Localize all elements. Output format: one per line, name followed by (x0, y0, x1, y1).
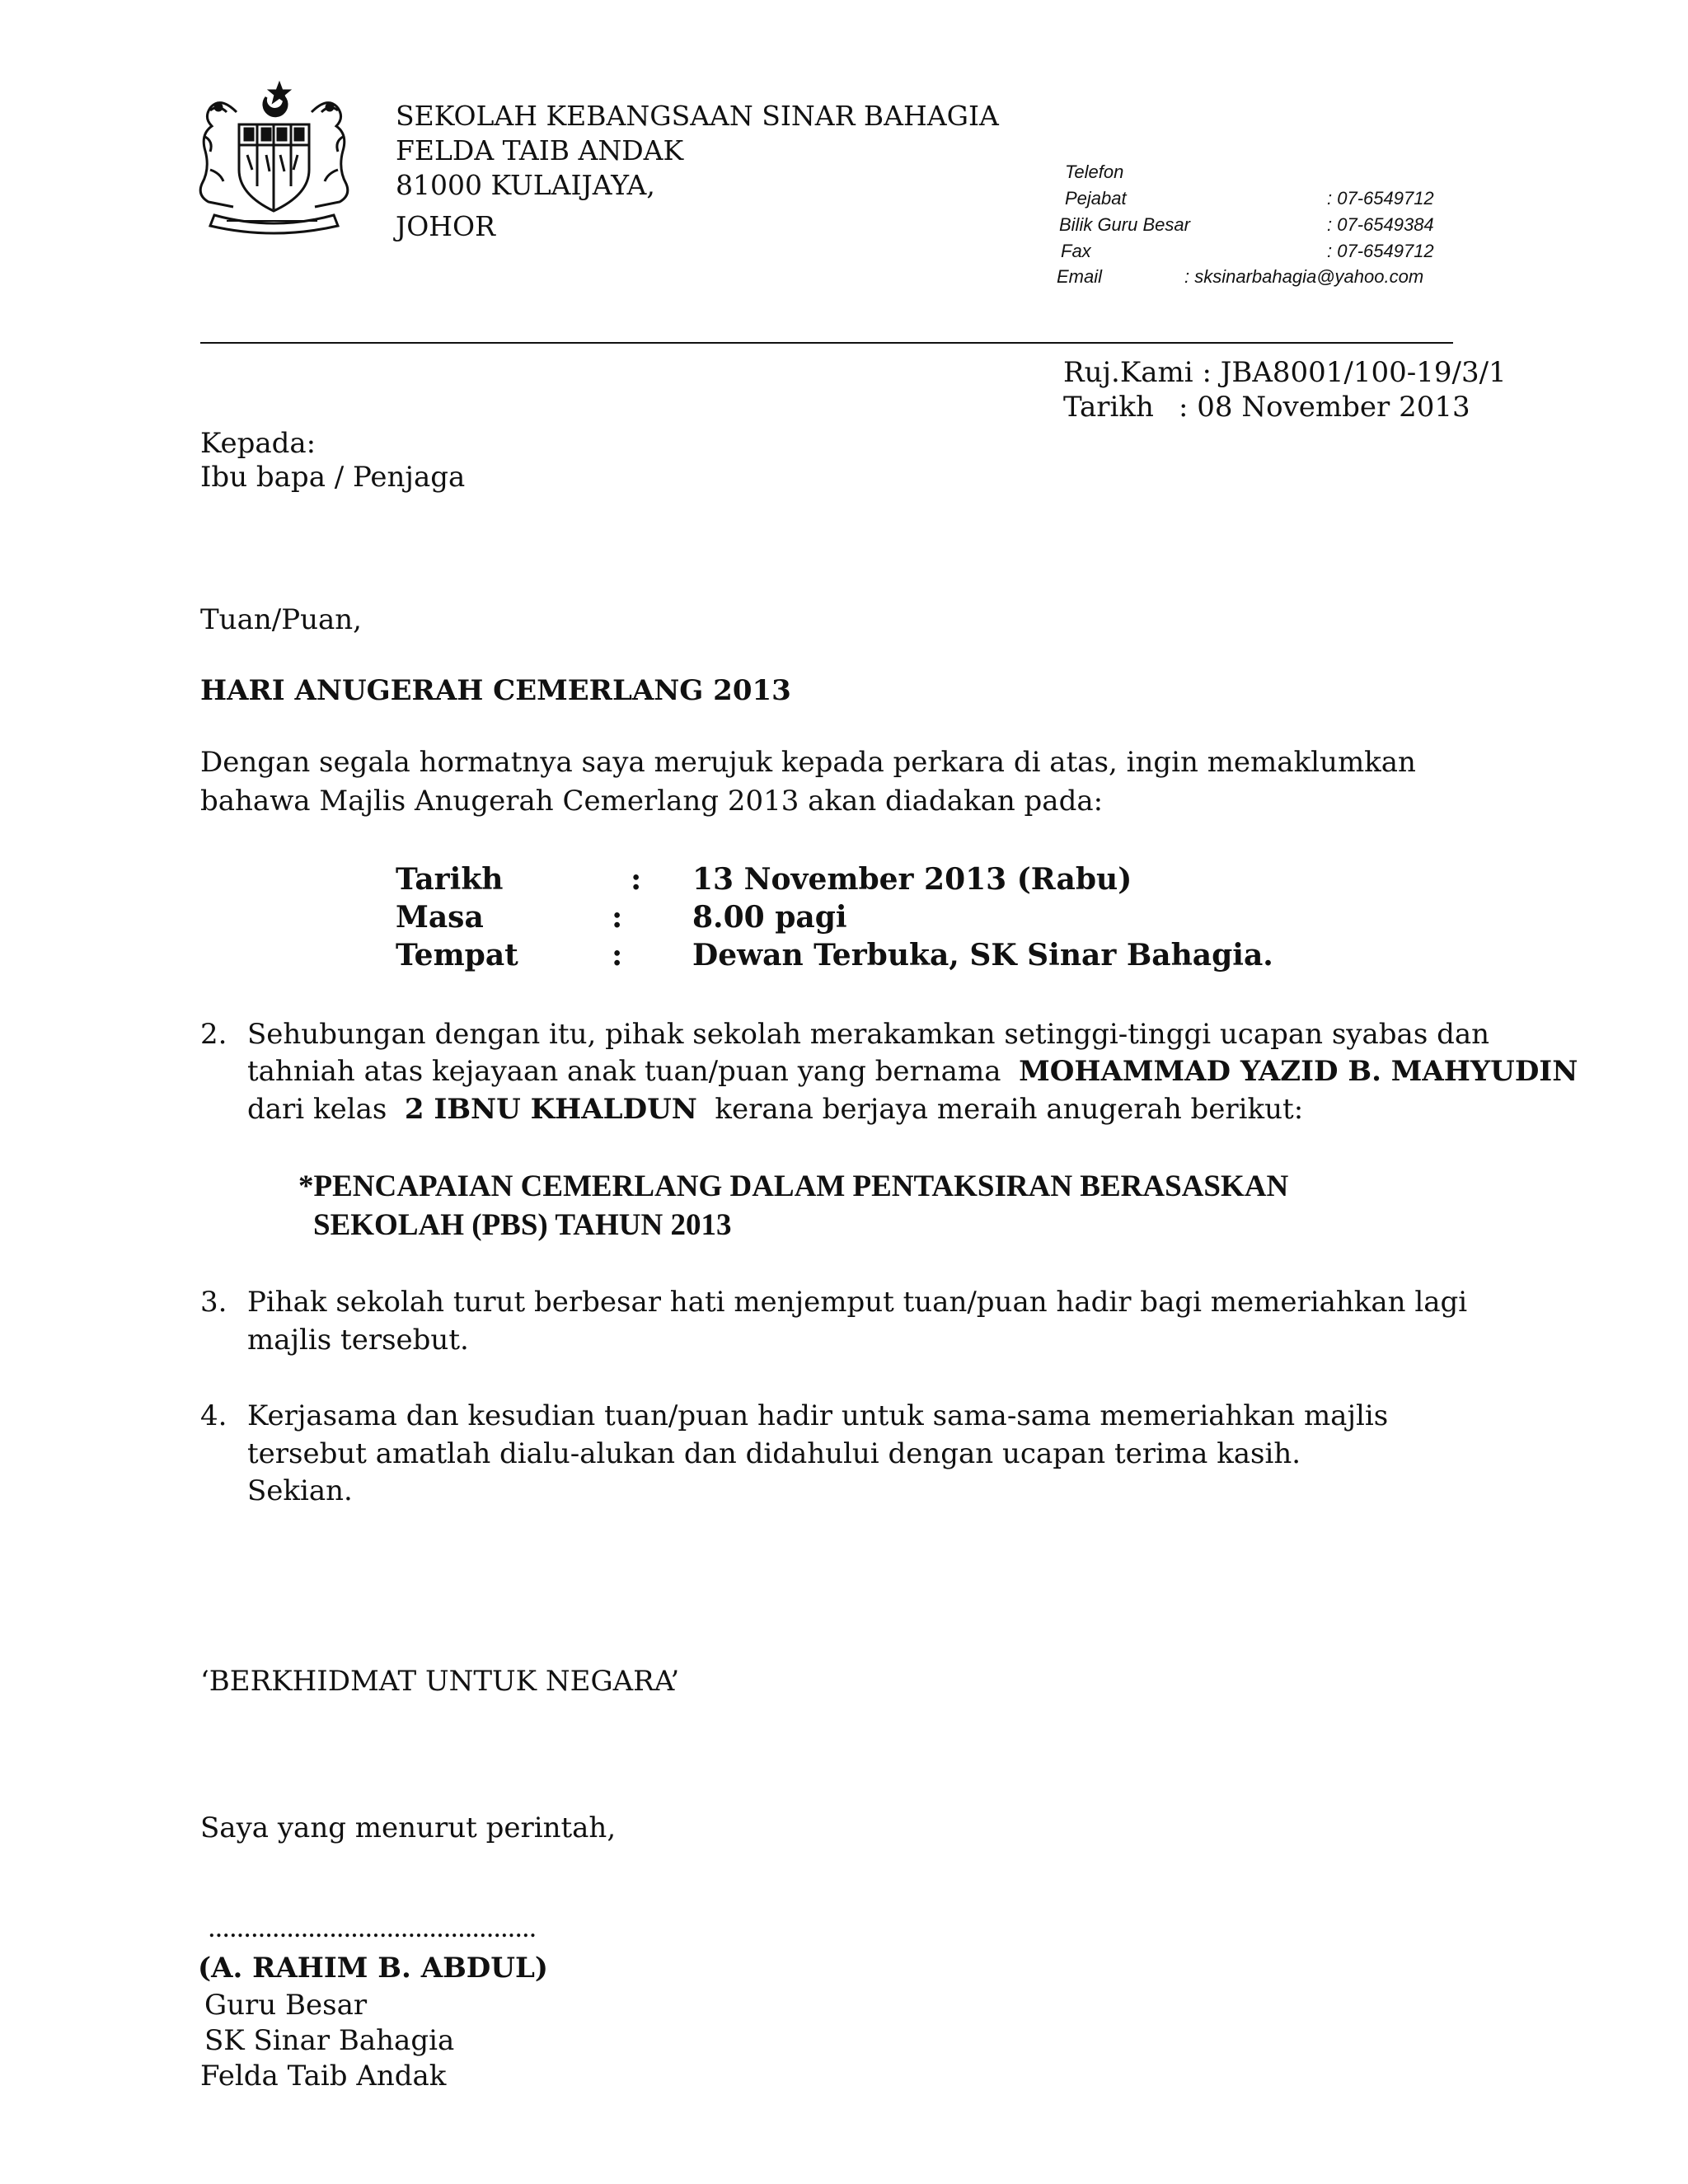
closing-line: Saya yang menurut perintah, (200, 1811, 617, 1844)
para2-line (247, 1055, 1578, 1088)
intro-line: Dengan segala hormatnya saya merujuk kepada perkara di atas, ingin memaklumkan (200, 746, 1416, 779)
para4-line: tersebut amatlah dialu-alukan dan didahului dengan ucapan terima kasih. (247, 1437, 1301, 1470)
contact-fax-label: Fax (1061, 241, 1091, 261)
event-colon: : (612, 900, 623, 935)
award-title: SEKOLAH (PBS) TAHUN 2013 (313, 1208, 732, 1242)
event-colon: : (612, 938, 623, 972)
signatory-title: Felda Taib Andak (200, 2060, 447, 2093)
school-address-line: 81000 KULAIJAYA, (396, 169, 655, 201)
event-colon: : (631, 862, 642, 897)
paragraph-number: 2. (200, 1018, 227, 1051)
recipient-label: Kepada: (200, 427, 316, 460)
recipient-name: Ibu bapa / Penjaga (200, 461, 466, 494)
header-divider (200, 342, 1453, 344)
signatory-title: SK Sinar Bahagia (204, 2024, 455, 2057)
event-label-tempat: Tempat (396, 938, 518, 972)
para2-text: dari kelas (247, 1093, 387, 1126)
reference-date-label: Tarikh (1063, 391, 1154, 424)
contact-telefon-label: Telefon (1065, 162, 1124, 182)
para2-text: kerana berjaya meraih anugerah berikut: (715, 1093, 1304, 1126)
contact-pejabat-label: Pejabat (1065, 188, 1127, 209)
event-label-tarikh: Tarikh (396, 862, 504, 897)
para2-line: Sehubungan dengan itu, pihak sekolah merakamkan setinggi-tinggi ucapan syabas dan (247, 1018, 1490, 1051)
contact-pejabat-value: : 07-6549712 (1327, 188, 1434, 209)
intro-line: bahawa Majlis Anugerah Cemerlang 2013 akan diadakan pada: (200, 785, 1104, 818)
salutation: Tuan/Puan, (200, 603, 362, 636)
reference-date-value: : 08 November 2013 (1179, 391, 1470, 424)
para3-line: majlis tersebut. (247, 1324, 469, 1357)
award-title: *PENCAPAIAN CEMERLANG DALAM PENTAKSIRAN BERASASKAN (298, 1169, 1289, 1203)
paragraph-number: 3. (200, 1286, 227, 1319)
event-value-tarikh: 13 November 2013 (Rabu) (692, 862, 1132, 897)
class-name: 2 IBNU KHALDUN (404, 1093, 697, 1126)
school-name: SEKOLAH KEBANGSAAN SINAR BAHAGIA (396, 100, 999, 132)
signatory-title: Guru Besar (204, 1989, 368, 2022)
para4-line: Kerjasama dan kesudian tuan/puan hadir untuk sama-sama memeriahkan majlis (247, 1399, 1389, 1432)
motto: ‘BERKHIDMAT UNTUK NEGARA’ (200, 1665, 680, 1698)
contact-email-value: : sksinarbahagia@yahoo.com (1184, 266, 1424, 287)
contact-bilik-label: Bilik Guru Besar (1059, 214, 1190, 235)
contact-email-label: Email (1057, 266, 1103, 287)
school-address-line: JOHOR (396, 210, 495, 242)
contact-fax-value: : 07-6549712 (1327, 241, 1434, 261)
para3-line: Pihak sekolah turut berbesar hati menjemput tuan/puan hadir bagi memeriahkan lagi (247, 1286, 1468, 1319)
para4-line: Sekian. (247, 1474, 353, 1507)
paragraph-number: 4. (200, 1399, 227, 1432)
contact-bilik-value: : 07-6549384 (1327, 214, 1434, 235)
event-label-masa: Masa (396, 900, 484, 935)
letter-subject: HARI ANUGERAH CEMERLANG 2013 (200, 674, 791, 707)
student-name: MOHAMMAD YAZID B. MAHYUDIN (1019, 1055, 1578, 1088)
event-value-tempat: Dewan Terbuka, SK Sinar Bahagia. (692, 938, 1273, 972)
para2-line (247, 1093, 1303, 1126)
signatory-name: (A. RAHIM B. ABDUL) (198, 1952, 548, 1985)
signature-line: .............................................. (209, 1920, 537, 1942)
para2-text: tahniah atas kejayaan anak tuan/puan yang bernama (247, 1055, 1001, 1088)
event-value-masa: 8.00 pagi (692, 900, 847, 935)
school-crest-logo (194, 79, 354, 236)
school-address-line: FELDA TAIB ANDAK (396, 134, 684, 166)
reference-number: Ruj.Kami : JBA8001/100-19/3/1 (1063, 356, 1507, 389)
